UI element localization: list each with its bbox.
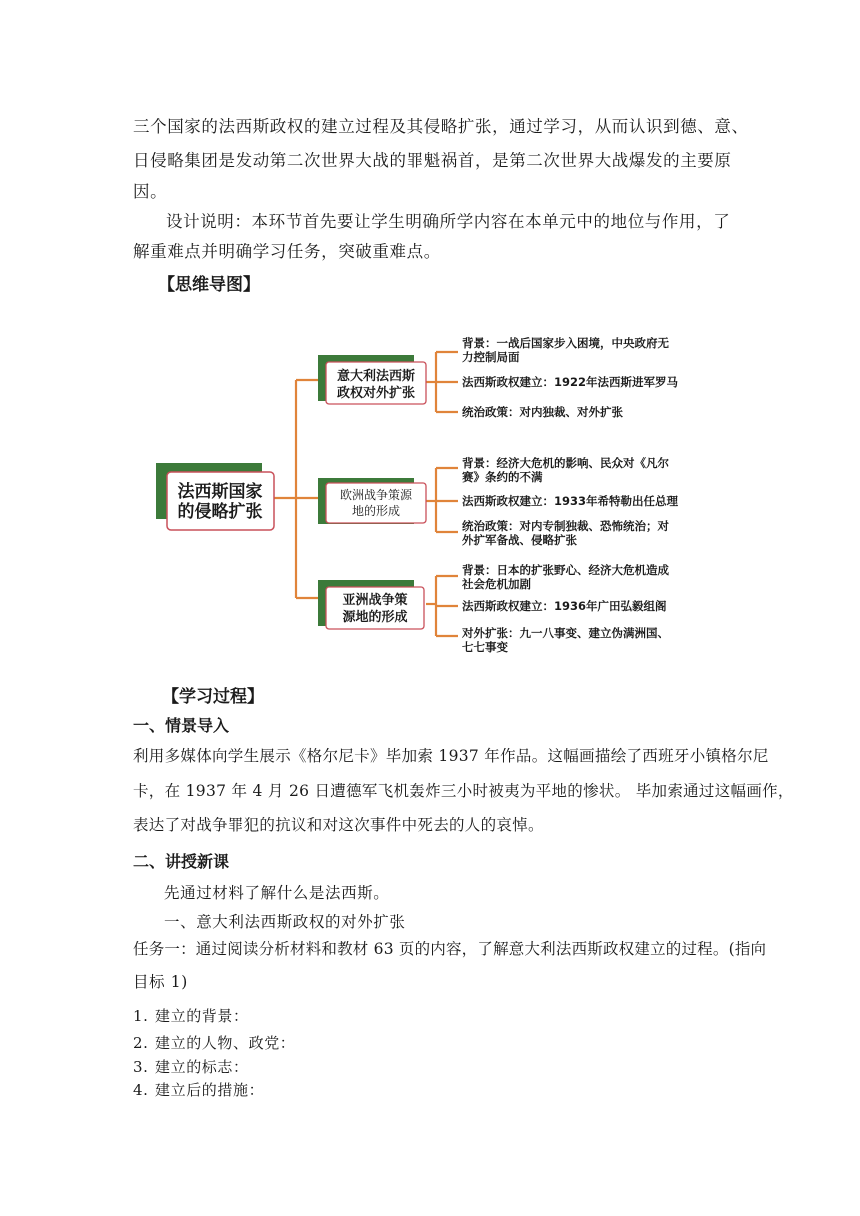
list-item-4 [133,1079,264,1100]
branch-asia-leaf-2: 法西斯政权建立：1936年广田弘毅组阁 [462,599,667,613]
intro-line-3: 因。 [133,182,168,201]
branch-europe-leaf-3-line-2: 外扩军备战、侵略扩张 [462,533,577,547]
branch-asia-leaf-1-line-1: 背景：日本的扩张野心、经济大危机造成 [462,563,669,577]
section2-line-1: 先通过材料了解什么是法西斯。 [164,884,390,902]
mindmap-branch-europe [318,478,426,524]
branch-europe-leaf-3-line-1: 统治政策：对内专制独裁、恐怖统治；对 [462,519,669,533]
branch-europe-leaf-2: 法西斯政权建立：1933年希特勒出任总理 [462,494,679,508]
branch-asia-title-1: 亚洲战争策 [342,593,408,608]
branch-europe-title-1: 欧洲战争策源 [339,488,413,502]
branch-italy-leaf-1-line-2: 力控制局面 [462,350,520,364]
list-item-1-num: 1. [133,1007,149,1025]
branch-italy-leaf-1-line-1: 背景：一战后国家步入困境，中央政府无 [462,336,669,350]
section1-line-2: 卡，在 1937 年 4 月 26 日遭德军飞机轰炸三小时被夷为平地的惨状。 毕加索通过这幅画作， [133,782,794,800]
section1-line-1: 利用多媒体向学生展示《格尔尼卡》毕加索 1937 年作品。这幅画描绘了西班牙小镇格尔尼 [133,747,769,765]
list-item-1-text: 建立的背景： [155,1007,249,1025]
branch-europe-leaf-1-line-2: 赛》条约的不满 [462,470,543,484]
design-note-line-2: 解重难点并明确学习任务，突破重难点。 [133,242,441,261]
intro-line-1: 三个国家的法西斯政权的建立过程及其侵略扩张，通过学习，从而认识到德、意、 [133,117,749,136]
mindmap-root-line-2: 的侵略扩张 [177,502,263,522]
task1-line-2: 目标 1) [133,973,188,991]
list-item-3-text: 建立的标志： [155,1058,249,1076]
list-item-2 [133,1032,295,1053]
branch-italy-title-2: 政权对外扩张 [336,386,416,401]
task1-line-1: 任务一：通过阅读分析材料和教材 63 页的内容，了解意大利法西斯政权建立的过程。(指向 [133,940,767,958]
branch-europe-title-2: 地的形成 [351,504,401,518]
branch-italy-leaf-2: 法西斯政权建立：1922年法西斯进军罗马 [462,375,679,389]
list-item-3 [133,1056,249,1077]
section1-line-3: 表达了对战争罪犯的抗议和对这次事件中死去的人的哀悼。 [133,816,544,834]
list-item-4-text: 建立后的措施： [155,1081,265,1099]
section2-title: 二、讲授新课 [133,852,230,871]
list-item-2-text: 建立的人物、政党： [155,1034,296,1052]
branch-asia-leaf-3-line-2: 七七事变 [462,640,508,654]
design-note-line-1: 设计说明：本环节首先要让学生明确所学内容在本单元中的地位与作用，了 [166,212,731,231]
list-item-4-num: 4. [133,1081,149,1099]
mindmap-root [156,463,274,530]
mindmap-branch-asia [318,580,424,629]
list-item-1 [133,1005,249,1026]
branch-italy-title-1: 意大利法西斯 [336,369,416,384]
branch-asia-title-2: 源地的形成 [342,610,408,625]
branch-asia-leaf-1-line-2: 社会危机加剧 [462,577,531,591]
learning-heading: 【学习过程】 [162,687,264,707]
list-item-2-num: 2. [133,1034,149,1052]
section2-line-2: 一、意大利法西斯政权的对外扩张 [164,913,406,931]
list-item-3-num: 3. [133,1058,149,1076]
mindmap-heading: 【思维导图】 [158,275,260,295]
branch-europe-leaf-1-line-1: 背景：经济大危机的影响、民众对《凡尔 [462,456,669,470]
mindmap-branch-italy [318,355,426,404]
branch-italy-leaf-3: 统治政策：对内独裁、对外扩张 [462,405,623,419]
section1-title: 一、情景导入 [133,716,230,735]
mindmap-root-line-1: 法西斯国家 [177,482,263,502]
intro-line-2: 日侵略集团是发动第二次世界大战的罪魁祸首，是第二次世界大战爆发的主要原 [133,151,732,170]
branch-asia-leaf-3-line-1: 对外扩张：九一八事变、建立伪满洲国、 [462,626,669,640]
